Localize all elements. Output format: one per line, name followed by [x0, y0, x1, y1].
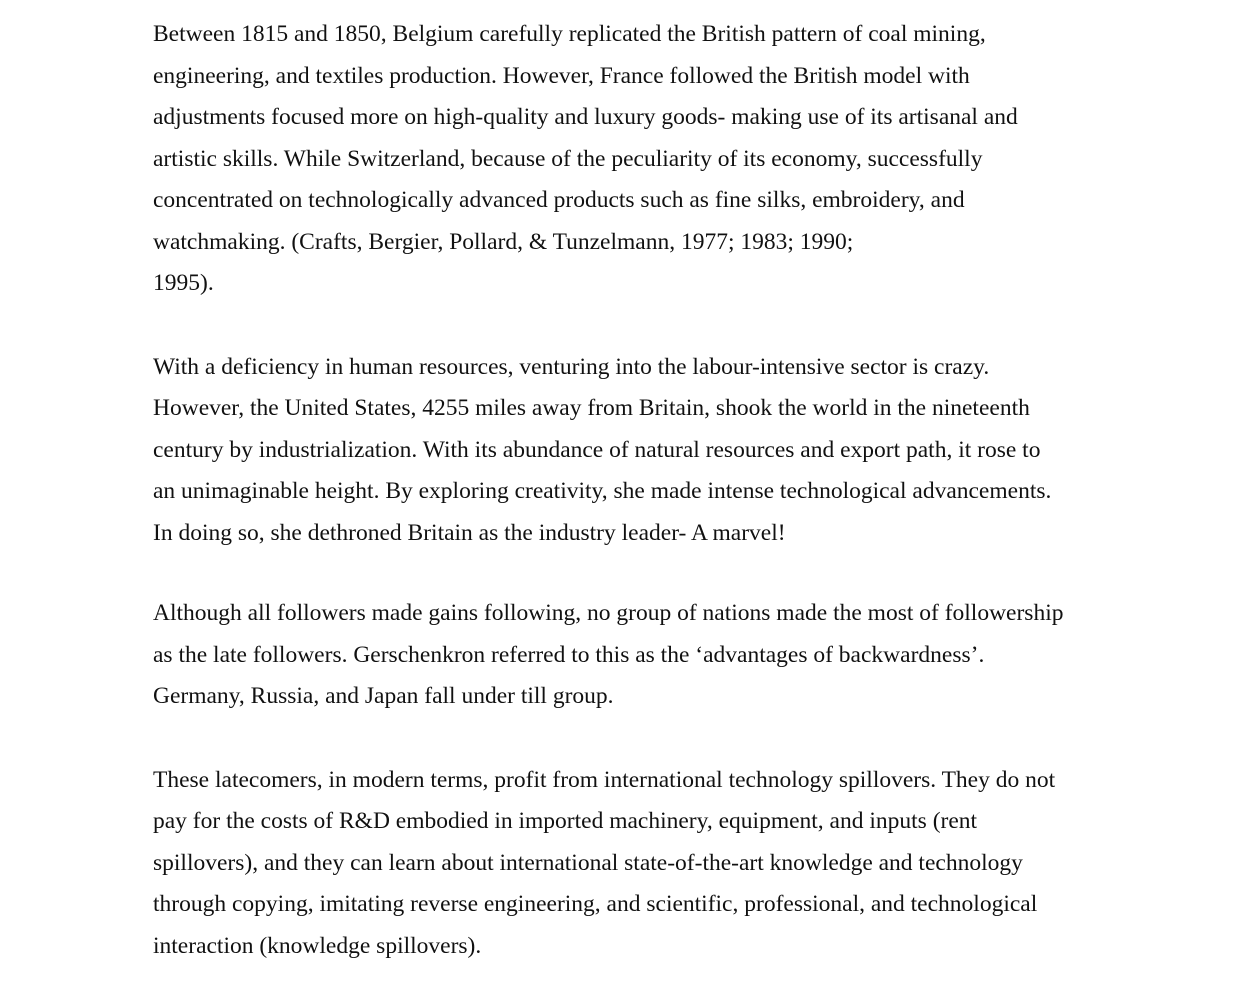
text-line: an unimaginable height. By exploring creativity, she made intense technological advancements.	[153, 478, 1052, 504]
text-line: through copying, imitating reverse engineering, and scientific, professional, and technological	[153, 891, 1038, 917]
text-line: century by industrialization. With its abundance of natural resources and export path, it rose to	[153, 436, 1041, 463]
text-line: artistic skills. While Switzerland, because of the peculiarity of its economy, successfully	[153, 145, 983, 172]
text-line: as the late followers. Gerschenkron referred to this as the ‘advantages of backwardness’.	[153, 641, 985, 668]
text-line: Germany, Russia, and Japan fall under till group.	[153, 683, 614, 709]
paragraph-united-states	[153, 347, 1093, 555]
text-line: interaction (knowledge spillovers).	[153, 932, 482, 959]
text-line: concentrated on technologically advanced products such as fine silks, embroidery, and	[153, 187, 965, 213]
text-line: spillovers), and they can learn about international state-of-the-art knowledge and technology	[153, 849, 1023, 876]
paragraph-spacer	[153, 554, 1093, 593]
document-page	[153, 14, 1093, 967]
text-line: engineering, and textiles production. However, France followed the British model with	[153, 62, 970, 89]
text-line: These latecomers, in modern terms, profit from international technology spillovers. They do not	[153, 766, 1056, 793]
paragraph-late-followers	[153, 593, 1093, 718]
paragraph-spacer	[153, 305, 1093, 347]
text-line: However, the United States, 4255 miles away from Britain, shook the world in the nineteenth	[153, 395, 1030, 421]
text-line: adjustments focused more on high-quality and luxury goods- making use of its artisanal and	[153, 104, 1018, 130]
text-line: pay for the costs of R&D embodied in imported machinery, equipment, and inputs (rent	[153, 808, 978, 834]
paragraph-spacer	[153, 718, 1093, 760]
text-line: With a deficiency in human resources, venturing into the labour-intensive sector is crazy.	[153, 353, 990, 380]
text-line: watchmaking. (Crafts, Bergier, Pollard, & Tunzelmann, 1977; 1983; 1990;	[153, 228, 854, 255]
paragraph-technology-spillovers	[153, 760, 1093, 968]
text-line: Although all followers made gains following, no group of nations made the most of followership	[153, 600, 1064, 626]
paragraph-european-followers	[153, 14, 1093, 305]
text-line: Between 1815 and 1850, Belgium carefully replicated the British pattern of coal mining,	[153, 21, 986, 47]
text-line: 1995).	[153, 270, 214, 296]
text-line: In doing so, she dethroned Britain as the industry leader- A marvel!	[153, 519, 786, 546]
